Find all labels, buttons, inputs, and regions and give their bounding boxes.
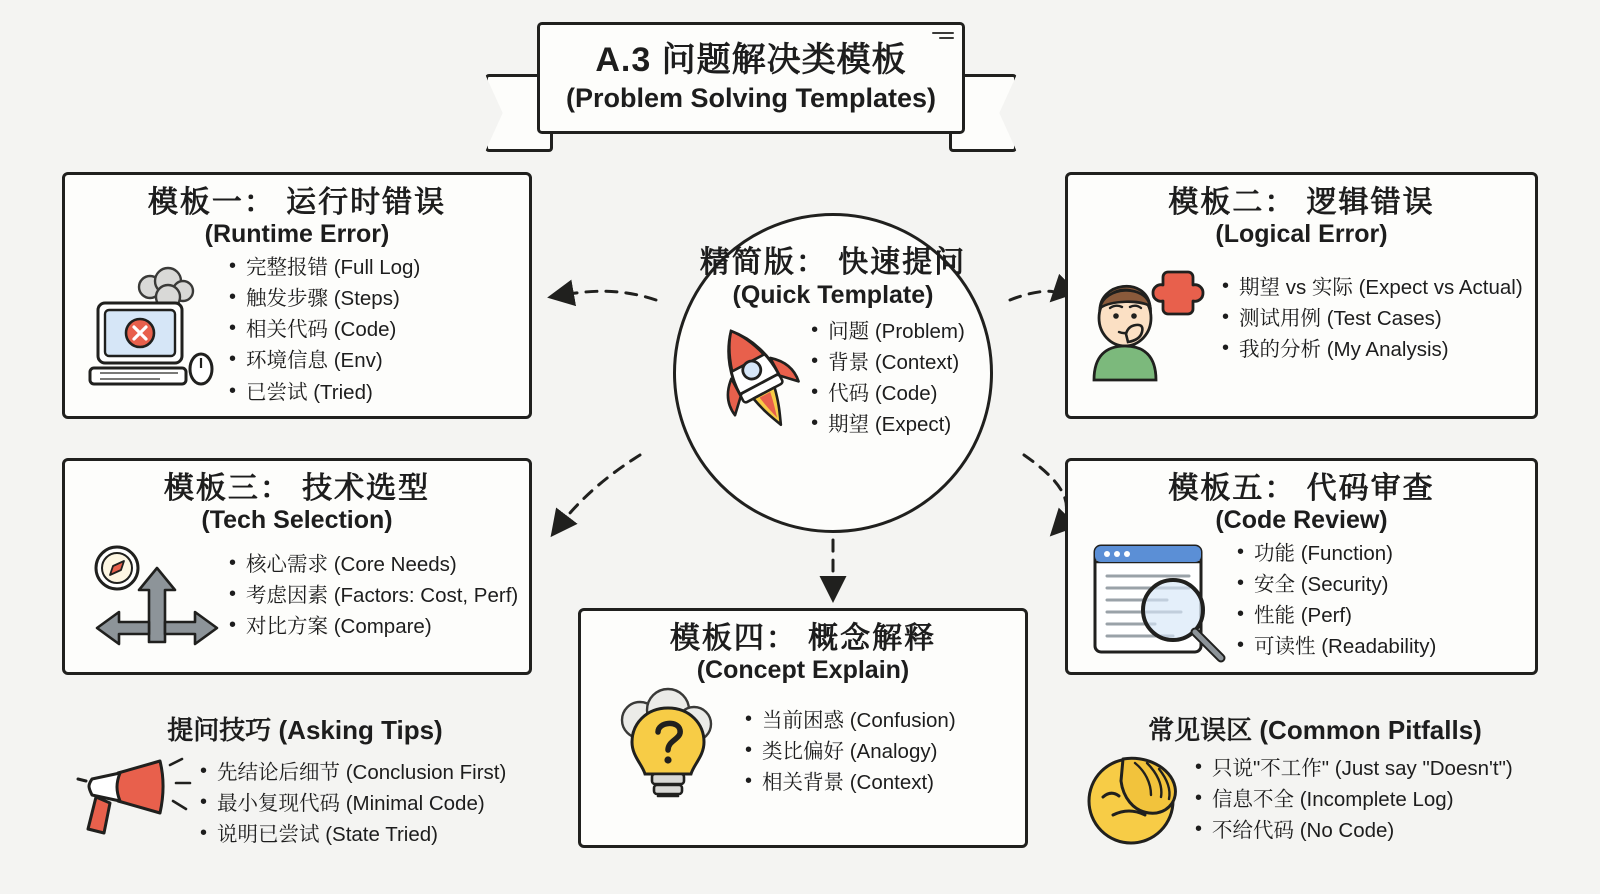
list-item: • 环境信息 (Env)	[229, 345, 420, 376]
card-code-review[interactable]	[1065, 458, 1538, 675]
card-concept-explain[interactable]	[578, 608, 1028, 848]
list-item: • 期望 vs 实际 (Expect vs Actual)	[1222, 272, 1523, 303]
compass-arrows-icon	[79, 538, 229, 654]
list-item: • 类比偏好 (Analogy)	[745, 736, 956, 767]
list-item: • 问题 (Problem)	[811, 316, 965, 347]
list-item: • 安全 (Security)	[1237, 569, 1436, 600]
list-item: • 说明已尝试 (State Tried)	[200, 819, 506, 850]
quick-template-circle[interactable]	[673, 213, 993, 533]
note-asking-tips	[70, 710, 540, 850]
card-tech-selection[interactable]	[62, 458, 532, 675]
card-bullet-list	[1222, 272, 1523, 365]
facepalm-icon	[1075, 751, 1195, 849]
list-item: • 我的分析 (My Analysis)	[1222, 334, 1523, 365]
note-title: 常见误区 (Common Pitfalls)	[1148, 715, 1482, 745]
list-item: • 先结论后细节 (Conclusion First)	[200, 757, 506, 788]
card-title: 模板一： 运行时错误 (Runtime Error)	[147, 186, 447, 249]
arrow-to-runtime-error	[556, 291, 656, 300]
list-item: • 代码 (Code)	[811, 378, 965, 409]
note-title: 提问技巧 (Asking Tips)	[167, 715, 443, 745]
list-item: • 可读性 (Readability)	[1237, 631, 1436, 662]
list-item: • 背景 (Context)	[811, 347, 965, 378]
list-item: • 期望 (Expect)	[811, 409, 965, 440]
list-item: • 只说"不工作" (Just say "Doesn't")	[1195, 753, 1513, 784]
card-bullet-list	[1237, 538, 1436, 663]
arrow-to-code-review	[1024, 455, 1066, 530]
crashed-computer-icon	[79, 265, 229, 395]
list-item: • 触发步骤 (Steps)	[229, 283, 420, 314]
card-title: 模板三： 技术选型 (Tech Selection)	[163, 472, 431, 535]
thinking-person-puzzle-icon	[1082, 256, 1222, 382]
page-title-cn: A.3 问题解决类模板	[595, 41, 907, 80]
list-item: • 考虑因素 (Factors: Cost, Perf)	[229, 580, 518, 611]
note-common-pitfalls	[1075, 710, 1555, 849]
list-item: • 已尝试 (Tried)	[229, 377, 420, 408]
list-item: • 核心需求 (Core Needs)	[229, 549, 518, 580]
list-item: • 相关代码 (Code)	[229, 314, 420, 345]
list-item: • 不给代码 (No Code)	[1195, 815, 1513, 846]
note-bullet-list	[200, 751, 506, 850]
megaphone-icon	[70, 751, 200, 849]
list-item: • 功能 (Function)	[1237, 538, 1436, 569]
center-title: 精简版： 快速提问 (Quick Template)	[699, 246, 967, 309]
banner-plate	[537, 22, 965, 134]
card-title: 模板五： 代码审查 (Code Review)	[1168, 472, 1435, 535]
list-item: • 性能 (Perf)	[1237, 600, 1436, 631]
list-item: • 完整报错 (Full Log)	[229, 252, 420, 283]
list-item: • 相关背景 (Context)	[745, 767, 956, 798]
document-magnifier-icon	[1082, 536, 1237, 664]
note-bullet-list	[1195, 751, 1513, 846]
card-bullet-list	[229, 252, 420, 408]
list-item: • 测试用例 (Test Cases)	[1222, 303, 1523, 334]
card-title: 模板二： 逻辑错误 (Logical Error)	[1168, 186, 1435, 249]
title-banner	[497, 22, 1005, 150]
page-title-en: (Problem Solving Templates)	[565, 82, 937, 113]
list-item: • 信息不全 (Incomplete Log)	[1195, 784, 1513, 815]
card-bullet-list	[745, 705, 956, 798]
card-bullet-list	[229, 549, 518, 642]
arrow-to-tech-selection	[556, 455, 640, 530]
corner-lines-icon	[932, 32, 954, 46]
card-logical-error[interactable]	[1065, 172, 1538, 419]
center-bullet-list	[811, 316, 965, 441]
card-runtime-error[interactable]	[62, 172, 532, 419]
list-item: • 最小复现代码 (Minimal Code)	[200, 788, 506, 819]
list-item: • 当前困惑 (Confusion)	[745, 705, 956, 736]
lightbulb-question-icon	[595, 686, 745, 818]
list-item: • 对比方案 (Compare)	[229, 611, 518, 642]
arrow-to-logical-error	[1010, 291, 1057, 300]
rocket-icon	[701, 317, 811, 439]
card-title: 模板四： 概念解释 (Concept Explain)	[669, 622, 937, 685]
